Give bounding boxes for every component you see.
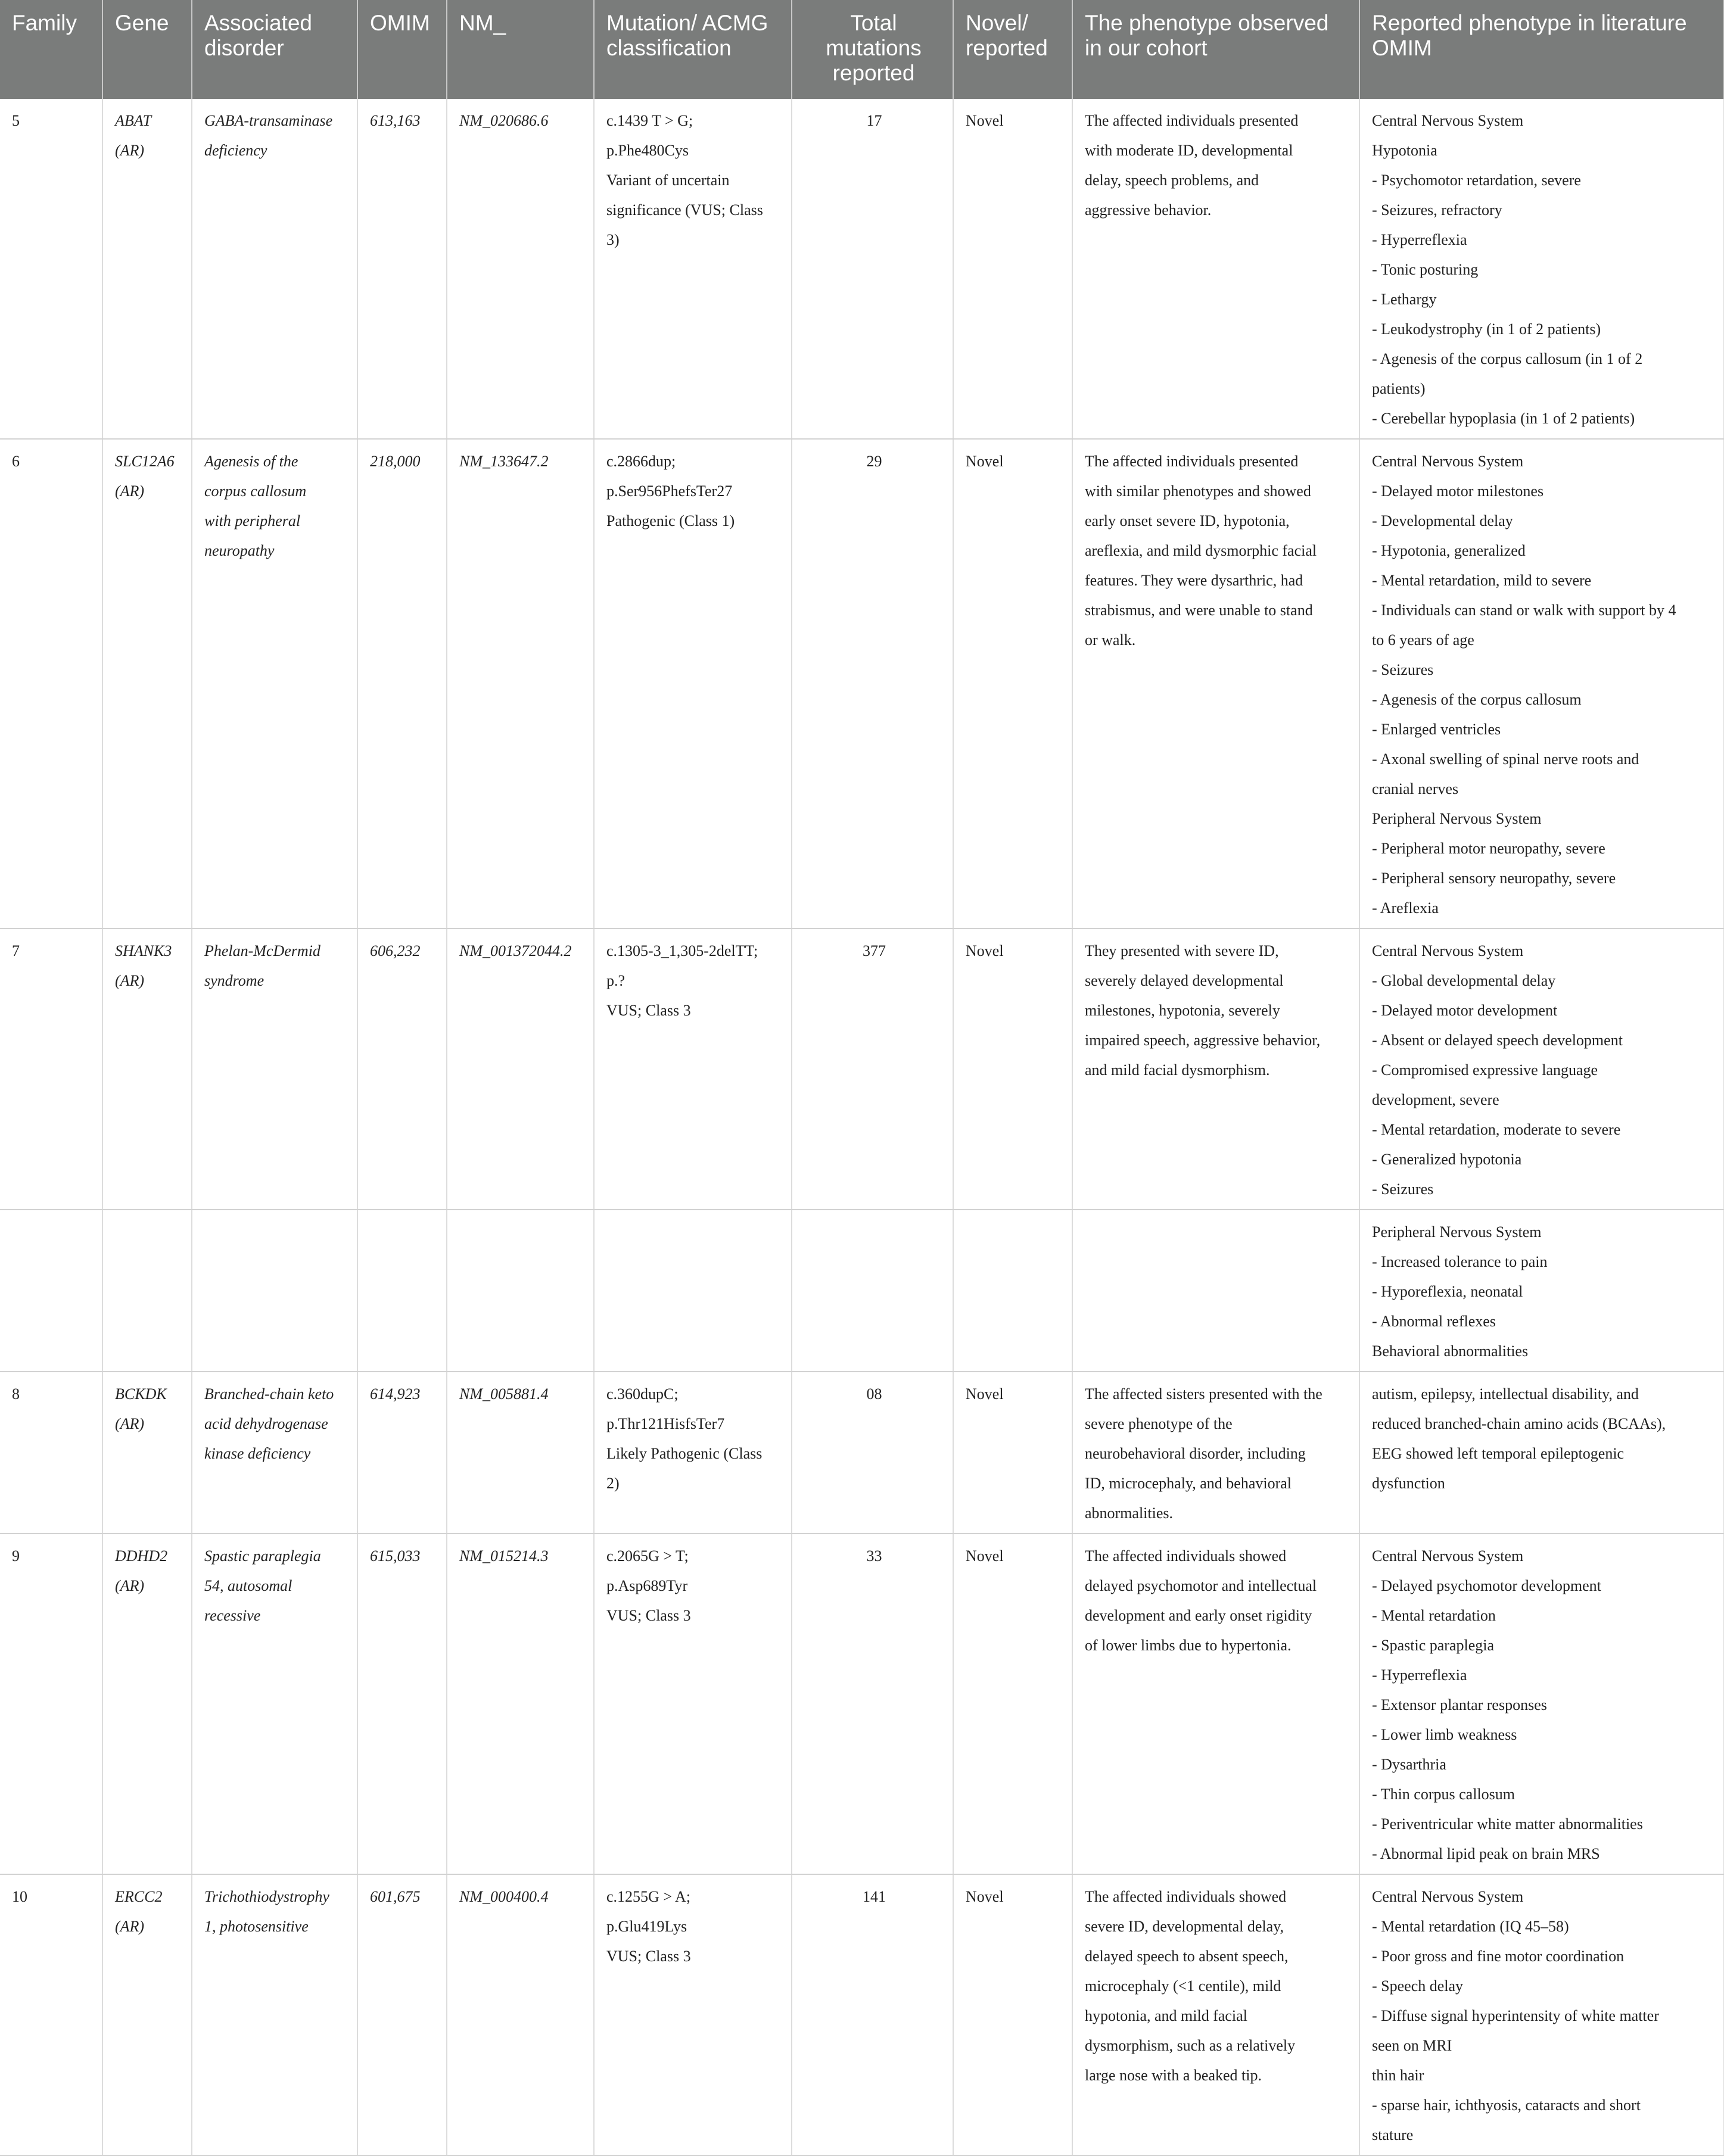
cell-literature-phenotype-line: - Abnormal reflexes: [1372, 1313, 1496, 1330]
cell-gene: [102, 1874, 192, 2155]
cell-literature-phenotype-line: - Delayed motor development: [1372, 1002, 1558, 1019]
cell-mutation-line: c.1255G > A;: [606, 1888, 691, 1905]
cell-gene: [102, 99, 192, 439]
cell-literature-phenotype: [1359, 1210, 1724, 1372]
cell-cohort-phenotype-line: and mild facial dysmorphism.: [1085, 1061, 1270, 1079]
cell-associated-disorder-line: Branched-chain keto: [204, 1385, 334, 1403]
cell-literature-phenotype-line: Central Nervous System: [1372, 453, 1524, 470]
cell-novel-reported: [953, 1210, 1072, 1372]
cell-mutation-line: c.1305-3_1,305-2delTT;: [606, 942, 758, 959]
table-row: [0, 1210, 1724, 1372]
cell-literature-phenotype-line: - Mental retardation, mild to severe: [1372, 572, 1592, 589]
cell-cohort-phenotype-line: strabismus, and were unable to stand: [1085, 602, 1313, 619]
cell-literature-phenotype-line: - Peripheral sensory neuropathy, severe: [1372, 870, 1616, 887]
header-omim: OMIM: [357, 0, 447, 99]
cell-literature-phenotype-line: - Enlarged ventricles: [1372, 721, 1501, 738]
cell-mutation-line: c.2866dup;: [606, 453, 676, 470]
cell-literature-phenotype-line: - Areflexia: [1372, 899, 1439, 917]
cell-mutation-line: VUS; Class 3: [606, 1948, 691, 1965]
cell-mutation-line: 2): [606, 1475, 620, 1492]
cell-literature-phenotype-line: - Delayed psychomotor development: [1372, 1577, 1601, 1594]
cell-literature-phenotype: [1359, 1372, 1724, 1534]
cell-literature-phenotype-line: - Dysarthria: [1372, 1756, 1446, 1773]
cell-nm: NM_000400.4: [447, 1874, 594, 2155]
cell-literature-phenotype-line: - Tonic posturing: [1372, 261, 1479, 278]
cell-cohort-phenotype-line: abnormalities.: [1085, 1504, 1174, 1522]
cell-literature-phenotype-line: - Agenesis of the corpus callosum (in 1 of 2: [1372, 350, 1643, 367]
cell-literature-phenotype-line: dysfunction: [1372, 1475, 1445, 1492]
cell-literature-phenotype-line: - Hyperreflexia: [1372, 1666, 1467, 1684]
cell-literature-phenotype-line: Central Nervous System: [1372, 942, 1524, 959]
header-literature-phenotype: Reported phenotype in literature OMIM: [1359, 0, 1724, 99]
cell-literature-phenotype-line: - Seizures: [1372, 661, 1434, 678]
cell-omim: 614,923: [357, 1372, 447, 1534]
cell-omim: 615,033: [357, 1534, 447, 1874]
cell-literature-phenotype-line: stature: [1372, 2126, 1414, 2143]
cell-literature-phenotype-line: - Mental retardation, moderate to severe: [1372, 1121, 1621, 1138]
cell-literature-phenotype-line: - Compromised expressive language: [1372, 1061, 1598, 1079]
cell-nm: NM_020686.6: [447, 99, 594, 439]
cell-gene-line: SHANK3: [115, 942, 172, 959]
cell-gene: [102, 1534, 192, 1874]
cell-total-mutations: 141: [792, 1874, 953, 2155]
cell-gene-line: BCKDK: [115, 1385, 167, 1403]
cell-associated-disorder-line: kinase deficiency: [204, 1445, 311, 1462]
header-cohort-phenotype: The phenotype observed in our cohort: [1072, 0, 1359, 99]
cell-cohort-phenotype-line: of lower limbs due to hypertonia.: [1085, 1637, 1292, 1654]
cell-mutation-line: c.1439 T > G;: [606, 112, 693, 129]
cell-cohort-phenotype-line: The affected individuals showed: [1085, 1888, 1287, 1905]
cell-family: 7: [0, 929, 102, 1210]
table-body: [0, 99, 1724, 2155]
cell-literature-phenotype-line: - Lethargy: [1372, 291, 1437, 308]
cell-literature-phenotype: [1359, 439, 1724, 929]
cell-omim: 218,000: [357, 439, 447, 929]
cell-mutation-line: p.Phe480Cys: [606, 142, 689, 159]
cell-nm: NM_001372044.2: [447, 929, 594, 1210]
cell-literature-phenotype-line: autism, epilepsy, intellectual disability, and: [1372, 1385, 1639, 1403]
cell-literature-phenotype-line: - Global developmental delay: [1372, 972, 1556, 989]
cell-family: [0, 1210, 102, 1372]
cell-cohort-phenotype-line: ID, microcephaly, and behavioral: [1085, 1475, 1292, 1492]
cell-cohort-phenotype-line: neurobehavioral disorder, including: [1085, 1445, 1306, 1462]
cell-cohort-phenotype: [1072, 439, 1359, 929]
table-row: [0, 929, 1724, 1210]
cell-literature-phenotype-line: - Generalized hypotonia: [1372, 1151, 1522, 1168]
cell-literature-phenotype-line: seen on MRI: [1372, 2037, 1452, 2054]
cell-omim: [357, 1210, 447, 1372]
cell-cohort-phenotype-line: The affected individuals presented: [1085, 112, 1299, 129]
cell-gene: [102, 1210, 192, 1372]
cell-mutation-line: significance (VUS; Class: [606, 201, 763, 219]
cell-cohort-phenotype-line: severe phenotype of the: [1085, 1415, 1233, 1432]
header-family: Family: [0, 0, 102, 99]
header-novel-reported: Novel/ reported: [953, 0, 1072, 99]
cell-novel-reported: Novel: [953, 439, 1072, 929]
table-row: [0, 1534, 1724, 1874]
cell-literature-phenotype-line: - Mental retardation: [1372, 1607, 1496, 1624]
cell-literature-phenotype-line: Central Nervous System: [1372, 1888, 1524, 1905]
cell-cohort-phenotype: [1072, 929, 1359, 1210]
cell-literature-phenotype-line: - Abnormal lipid peak on brain MRS: [1372, 1845, 1600, 1862]
cell-mutation-line: p.Glu419Lys: [606, 1918, 687, 1935]
cell-total-mutations: 08: [792, 1372, 953, 1534]
cell-literature-phenotype: [1359, 1874, 1724, 2155]
cell-associated-disorder-line: acid dehydrogenase: [204, 1415, 328, 1432]
cell-associated-disorder-line: 1, photosensitive: [204, 1918, 309, 1935]
cell-omim: 613,163: [357, 99, 447, 439]
cell-mutation: [594, 1874, 792, 2155]
cell-associated-disorder: [192, 1372, 357, 1534]
cell-cohort-phenotype-line: The affected individuals showed: [1085, 1547, 1287, 1565]
cell-cohort-phenotype-line: delayed speech to absent speech,: [1085, 1948, 1289, 1965]
cell-associated-disorder-line: recessive: [204, 1607, 261, 1624]
cell-associated-disorder: [192, 1874, 357, 2155]
cell-mutation-line: Likely Pathogenic (Class: [606, 1445, 763, 1462]
cell-gene: [102, 1372, 192, 1534]
cell-literature-phenotype-line: - Lower limb weakness: [1372, 1726, 1517, 1743]
cell-cohort-phenotype-line: severe ID, developmental delay,: [1085, 1918, 1284, 1935]
cell-mutation-line: p.Asp689Tyr: [606, 1577, 688, 1594]
header-mutation-acmg: Mutation/ ACMG classification: [594, 0, 792, 99]
cell-literature-phenotype-line: development, severe: [1372, 1091, 1499, 1108]
cell-gene: [102, 439, 192, 929]
cell-family: 8: [0, 1372, 102, 1534]
cell-family: 5: [0, 99, 102, 439]
table-row: [0, 1372, 1724, 1534]
cell-mutation-line: p.Ser956PhefsTer27: [606, 482, 733, 500]
cell-associated-disorder-line: neuropathy: [204, 542, 275, 559]
cell-mutation-line: VUS; Class 3: [606, 1002, 691, 1019]
cell-total-mutations: 377: [792, 929, 953, 1210]
cell-literature-phenotype-line: Peripheral Nervous System: [1372, 1223, 1542, 1241]
cell-cohort-phenotype: [1072, 1210, 1359, 1372]
cell-omim: 606,232: [357, 929, 447, 1210]
cell-literature-phenotype-line: - Hyporeflexia, neonatal: [1372, 1283, 1523, 1300]
cell-literature-phenotype-line: - Individuals can stand or walk with support by 4: [1372, 602, 1676, 619]
cell-gene-line: SLC12A6: [115, 453, 175, 470]
cell-total-mutations: 29: [792, 439, 953, 929]
cell-cohort-phenotype-line: aggressive behavior.: [1085, 201, 1212, 219]
cell-mutation: [594, 1210, 792, 1372]
cell-cohort-phenotype-line: with moderate ID, developmental: [1085, 142, 1293, 159]
cell-cohort-phenotype-line: large nose with a beaked tip.: [1085, 2067, 1262, 2084]
cell-gene-line: (AR): [115, 1577, 145, 1594]
cell-associated-disorder-line: Phelan-McDermid: [204, 942, 320, 959]
cell-associated-disorder-line: Agenesis of the: [204, 453, 298, 470]
cell-mutation: [594, 929, 792, 1210]
cell-literature-phenotype-line: - Thin corpus callosum: [1372, 1786, 1515, 1803]
cell-cohort-phenotype-line: The affected sisters presented with the: [1085, 1385, 1322, 1403]
cell-literature-phenotype-line: cranial nerves: [1372, 780, 1459, 797]
cell-mutation: [594, 1534, 792, 1874]
cell-cohort-phenotype-line: early onset severe ID, hypotonia,: [1085, 512, 1290, 529]
cell-literature-phenotype-line: - Increased tolerance to pain: [1372, 1253, 1548, 1270]
cell-cohort-phenotype: [1072, 1534, 1359, 1874]
cell-literature-phenotype: [1359, 929, 1724, 1210]
cell-literature-phenotype-line: - Leukodystrophy (in 1 of 2 patients): [1372, 320, 1601, 338]
cell-literature-phenotype-line: - Developmental delay: [1372, 512, 1513, 529]
cell-literature-phenotype-line: reduced branched-chain amino acids (BCAAs),: [1372, 1415, 1666, 1432]
header-nm: NM_: [447, 0, 594, 99]
cell-cohort-phenotype-line: impaired speech, aggressive behavior,: [1085, 1032, 1321, 1049]
cell-literature-phenotype-line: - Cerebellar hypoplasia (in 1 of 2 patients): [1372, 410, 1635, 427]
cell-gene-line: (AR): [115, 482, 145, 500]
cell-literature-phenotype-line: Central Nervous System: [1372, 112, 1524, 129]
cell-associated-disorder-line: Spastic paraplegia: [204, 1547, 321, 1565]
cell-mutation-line: c.2065G > T;: [606, 1547, 689, 1565]
cell-associated-disorder-line: syndrome: [204, 972, 264, 989]
cell-nm: NM_133647.2: [447, 439, 594, 929]
cell-literature-phenotype-line: - Seizures: [1372, 1180, 1434, 1198]
cell-literature-phenotype-line: to 6 years of age: [1372, 631, 1474, 649]
cell-cohort-phenotype-line: microcephaly (<1 centile), mild: [1085, 1977, 1281, 1995]
cell-cohort-phenotype-line: areflexia, and mild dysmorphic facial: [1085, 542, 1317, 559]
cell-literature-phenotype-line: Central Nervous System: [1372, 1547, 1524, 1565]
cell-cohort-phenotype-line: delay, speech problems, and: [1085, 172, 1259, 189]
cell-cohort-phenotype: [1072, 1874, 1359, 2155]
header-associated-disorder: Associated disorder: [192, 0, 357, 99]
cell-cohort-phenotype: [1072, 1372, 1359, 1534]
cell-mutation: [594, 439, 792, 929]
cell-literature-phenotype-line: - Hyperreflexia: [1372, 231, 1467, 248]
cell-nm: NM_015214.3: [447, 1534, 594, 1874]
cell-gene: [102, 929, 192, 1210]
cell-literature-phenotype-line: EEG showed left temporal epileptogenic: [1372, 1445, 1625, 1462]
cell-associated-disorder: [192, 1534, 357, 1874]
cell-gene-line: ERCC2: [115, 1888, 163, 1905]
cell-total-mutations: 17: [792, 99, 953, 439]
cell-literature-phenotype-line: patients): [1372, 380, 1426, 397]
cell-cohort-phenotype-line: The affected individuals presented: [1085, 453, 1299, 470]
cell-gene-line: ABAT: [115, 112, 152, 129]
cell-nm: [447, 1210, 594, 1372]
cell-family: 9: [0, 1534, 102, 1874]
cell-literature-phenotype-line: - Extensor plantar responses: [1372, 1696, 1547, 1713]
table-row: [0, 439, 1724, 929]
cell-cohort-phenotype-line: delayed psychomotor and intellectual: [1085, 1577, 1317, 1594]
cell-literature-phenotype-line: - Periventricular white matter abnormalities: [1372, 1815, 1643, 1833]
cell-literature-phenotype-line: - Psychomotor retardation, severe: [1372, 172, 1581, 189]
cell-literature-phenotype-line: Behavioral abnormalities: [1372, 1342, 1529, 1360]
header-row: [0, 0, 1724, 99]
cell-cohort-phenotype-line: They presented with severe ID,: [1085, 942, 1279, 959]
cell-gene-line: (AR): [115, 1415, 145, 1432]
cell-gene-line: (AR): [115, 972, 145, 989]
table-header: [0, 0, 1724, 99]
header-total-mutations: Total mutations reported: [792, 0, 953, 99]
cell-mutation-line: c.360dupC;: [606, 1385, 679, 1403]
cell-associated-disorder-line: corpus callosum: [204, 482, 307, 500]
cell-associated-disorder-line: with peripheral: [204, 512, 301, 529]
cell-cohort-phenotype-line: or walk.: [1085, 631, 1136, 649]
cell-associated-disorder: [192, 439, 357, 929]
cell-mutation: [594, 99, 792, 439]
cell-gene-line: (AR): [115, 142, 145, 159]
cell-novel-reported: Novel: [953, 1874, 1072, 2155]
cell-literature-phenotype-line: - Delayed motor milestones: [1372, 482, 1544, 500]
cell-cohort-phenotype-line: hypotonia, and mild facial: [1085, 2007, 1247, 2024]
cell-mutation-line: p.?: [606, 972, 626, 989]
cell-mutation: [594, 1372, 792, 1534]
cell-novel-reported: Novel: [953, 929, 1072, 1210]
cell-cohort-phenotype-line: with similar phenotypes and showed: [1085, 482, 1311, 500]
cell-literature-phenotype-line: - Poor gross and fine motor coordination: [1372, 1948, 1625, 1965]
cell-mutation-line: p.Thr121HisfsTer7: [606, 1415, 725, 1432]
table-row: [0, 99, 1724, 439]
cell-literature-phenotype-line: thin hair: [1372, 2067, 1424, 2084]
cell-novel-reported: Novel: [953, 99, 1072, 439]
cell-associated-disorder-line: 54, autosomal: [204, 1577, 292, 1594]
cell-cohort-phenotype-line: severely delayed developmental: [1085, 972, 1284, 989]
cell-cohort-phenotype-line: dysmorphism, such as a relatively: [1085, 2037, 1296, 2054]
cell-cohort-phenotype-line: milestones, hypotonia, severely: [1085, 1002, 1280, 1019]
cell-mutation-line: Variant of uncertain: [606, 172, 730, 189]
cell-novel-reported: Novel: [953, 1372, 1072, 1534]
cell-associated-disorder: [192, 929, 357, 1210]
cell-literature-phenotype-line: - sparse hair, ichthyosis, cataracts and short: [1372, 2096, 1641, 2114]
cell-family: 10: [0, 1874, 102, 2155]
cell-literature-phenotype-line: - Mental retardation (IQ 45–58): [1372, 1918, 1569, 1935]
cell-gene-line: (AR): [115, 1918, 145, 1935]
cell-literature-phenotype: [1359, 1534, 1724, 1874]
cell-total-mutations: [792, 1210, 953, 1372]
cell-gene-line: DDHD2: [115, 1547, 168, 1565]
table-row: [0, 1874, 1724, 2155]
cell-mutation-line: Pathogenic (Class 1): [606, 512, 735, 529]
cell-total-mutations: 33: [792, 1534, 953, 1874]
cell-mutation-line: 3): [606, 231, 620, 248]
cell-literature-phenotype-line: - Hypotonia, generalized: [1372, 542, 1526, 559]
cell-associated-disorder-line: Trichothiodystrophy: [204, 1888, 329, 1905]
cell-literature-phenotype-line: - Axonal swelling of spinal nerve roots and: [1372, 750, 1639, 768]
cell-literature-phenotype-line: - Absent or delayed speech development: [1372, 1032, 1623, 1049]
cell-family: 6: [0, 439, 102, 929]
cell-cohort-phenotype-line: development and early onset rigidity: [1085, 1607, 1312, 1624]
cell-associated-disorder: [192, 99, 357, 439]
cell-omim: 601,675: [357, 1874, 447, 2155]
cell-literature-phenotype-line: - Agenesis of the corpus callosum: [1372, 691, 1582, 708]
cell-nm: NM_005881.4: [447, 1372, 594, 1534]
cell-literature-phenotype-line: - Peripheral motor neuropathy, severe: [1372, 840, 1605, 857]
cell-associated-disorder-line: GABA-transaminase: [204, 112, 333, 129]
cell-associated-disorder-line: deficiency: [204, 142, 267, 159]
cell-literature-phenotype-line: - Spastic paraplegia: [1372, 1637, 1495, 1654]
cell-associated-disorder: [192, 1210, 357, 1372]
cell-mutation-line: VUS; Class 3: [606, 1607, 691, 1624]
cell-literature-phenotype-line: - Diffuse signal hyperintensity of white matter: [1372, 2007, 1659, 2024]
cell-cohort-phenotype-line: features. They were dysarthric, had: [1085, 572, 1303, 589]
cell-cohort-phenotype: [1072, 99, 1359, 439]
cell-literature-phenotype: [1359, 99, 1724, 439]
cell-literature-phenotype-line: - Speech delay: [1372, 1977, 1464, 1995]
cell-literature-phenotype-line: Hypotonia: [1372, 142, 1437, 159]
cell-novel-reported: Novel: [953, 1534, 1072, 1874]
header-gene: Gene: [102, 0, 192, 99]
cell-literature-phenotype-line: Peripheral Nervous System: [1372, 810, 1542, 827]
cell-literature-phenotype-line: - Seizures, refractory: [1372, 201, 1502, 219]
